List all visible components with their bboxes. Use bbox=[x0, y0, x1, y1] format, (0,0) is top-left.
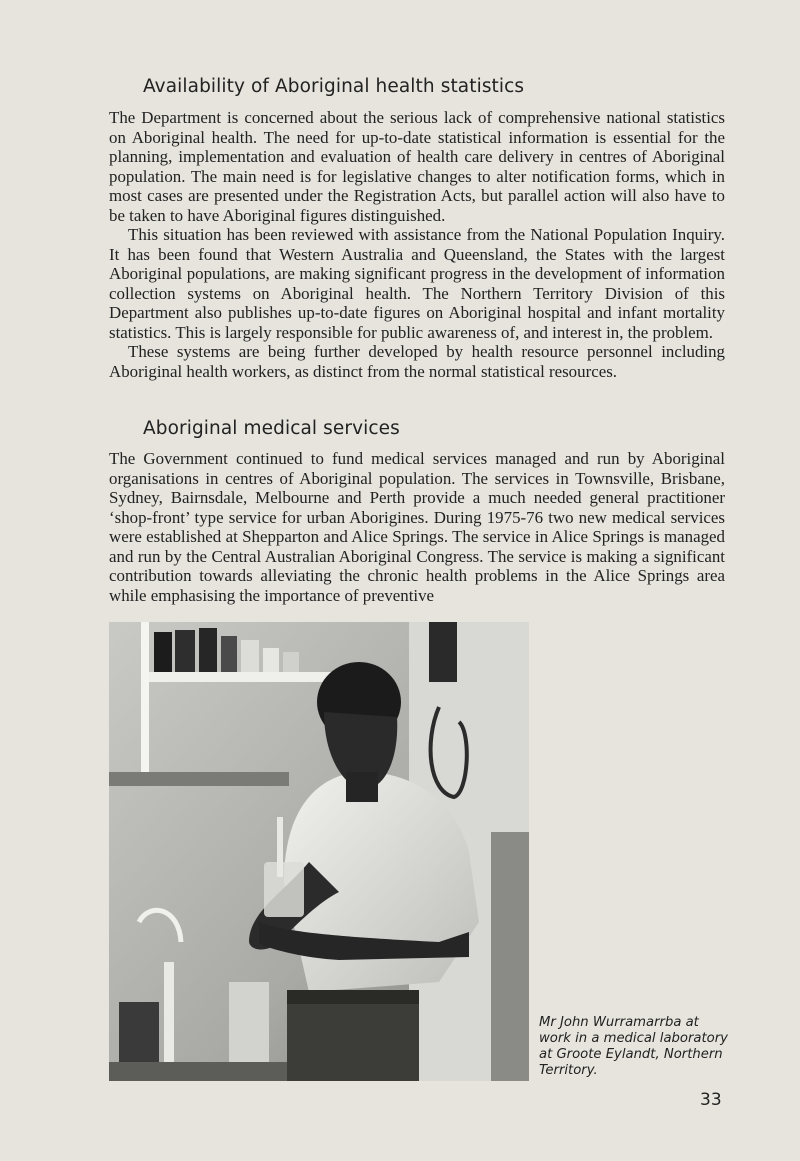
paragraph: This situation has been reviewed with assistance from the National Population Inquiry. It has been found that Western Australia and Queensland, the States with the largest Aboriginal populations, are making significant progress in the development of information collection systems on Aboriginal health. The Northern Territory Division of this Department also publishes up-to-date figures on Aboriginal hospital and infant mortality statistics. This is largely responsible for public awareness of, and interest in, the problem. bbox=[109, 225, 725, 342]
paragraph: These systems are being further developed by health resource personnel including Aboriginal health workers, as distinct from the normal statistical resources. bbox=[109, 342, 725, 381]
laboratory-photo bbox=[109, 622, 529, 1081]
paragraph: The Government continued to fund medical services managed and run by Aboriginal organisations in centres of Aboriginal population. The services in Townsville, Brisbane, Sydney, Bairnsdale, Melbourne and Perth provide a much needed general practitioner ‘shop-front’ type service for urban Aborigines. During 1975-76 two new medical services were established at Shepparton and Alice Springs. The service in Alice Springs is managed and run by the Central Australian Aboriginal Congress. The service is making a significant contribution towards alleviating the chronic health problems in the Alice Springs area while emphasising the importance of preventive bbox=[109, 449, 725, 605]
section-heading-medical-services: Aboriginal medical services bbox=[143, 418, 400, 439]
page-number: 33 bbox=[700, 1090, 722, 1110]
paragraph: The Department is concerned about the serious lack of comprehensive national statistics on Aboriginal health. The need for up-to-date statistical information is essential for the planning, implementation and evaluation of health care delivery in centres of Aboriginal population. The main need is for legislative changes to alter notification forms, which in most cases are presented under the Registration Acts, but parallel action will also have to be taken to have Aboriginal figures distinguished. bbox=[109, 108, 725, 225]
section-heading-statistics: Availability of Aboriginal health statistics bbox=[143, 76, 525, 97]
photo-caption: Mr John Wurramarrba at work in a medical laboratory at Groote Eylandt, Northern Territory. bbox=[539, 1015, 728, 1078]
laboratory-photo-illustration bbox=[109, 622, 529, 1081]
